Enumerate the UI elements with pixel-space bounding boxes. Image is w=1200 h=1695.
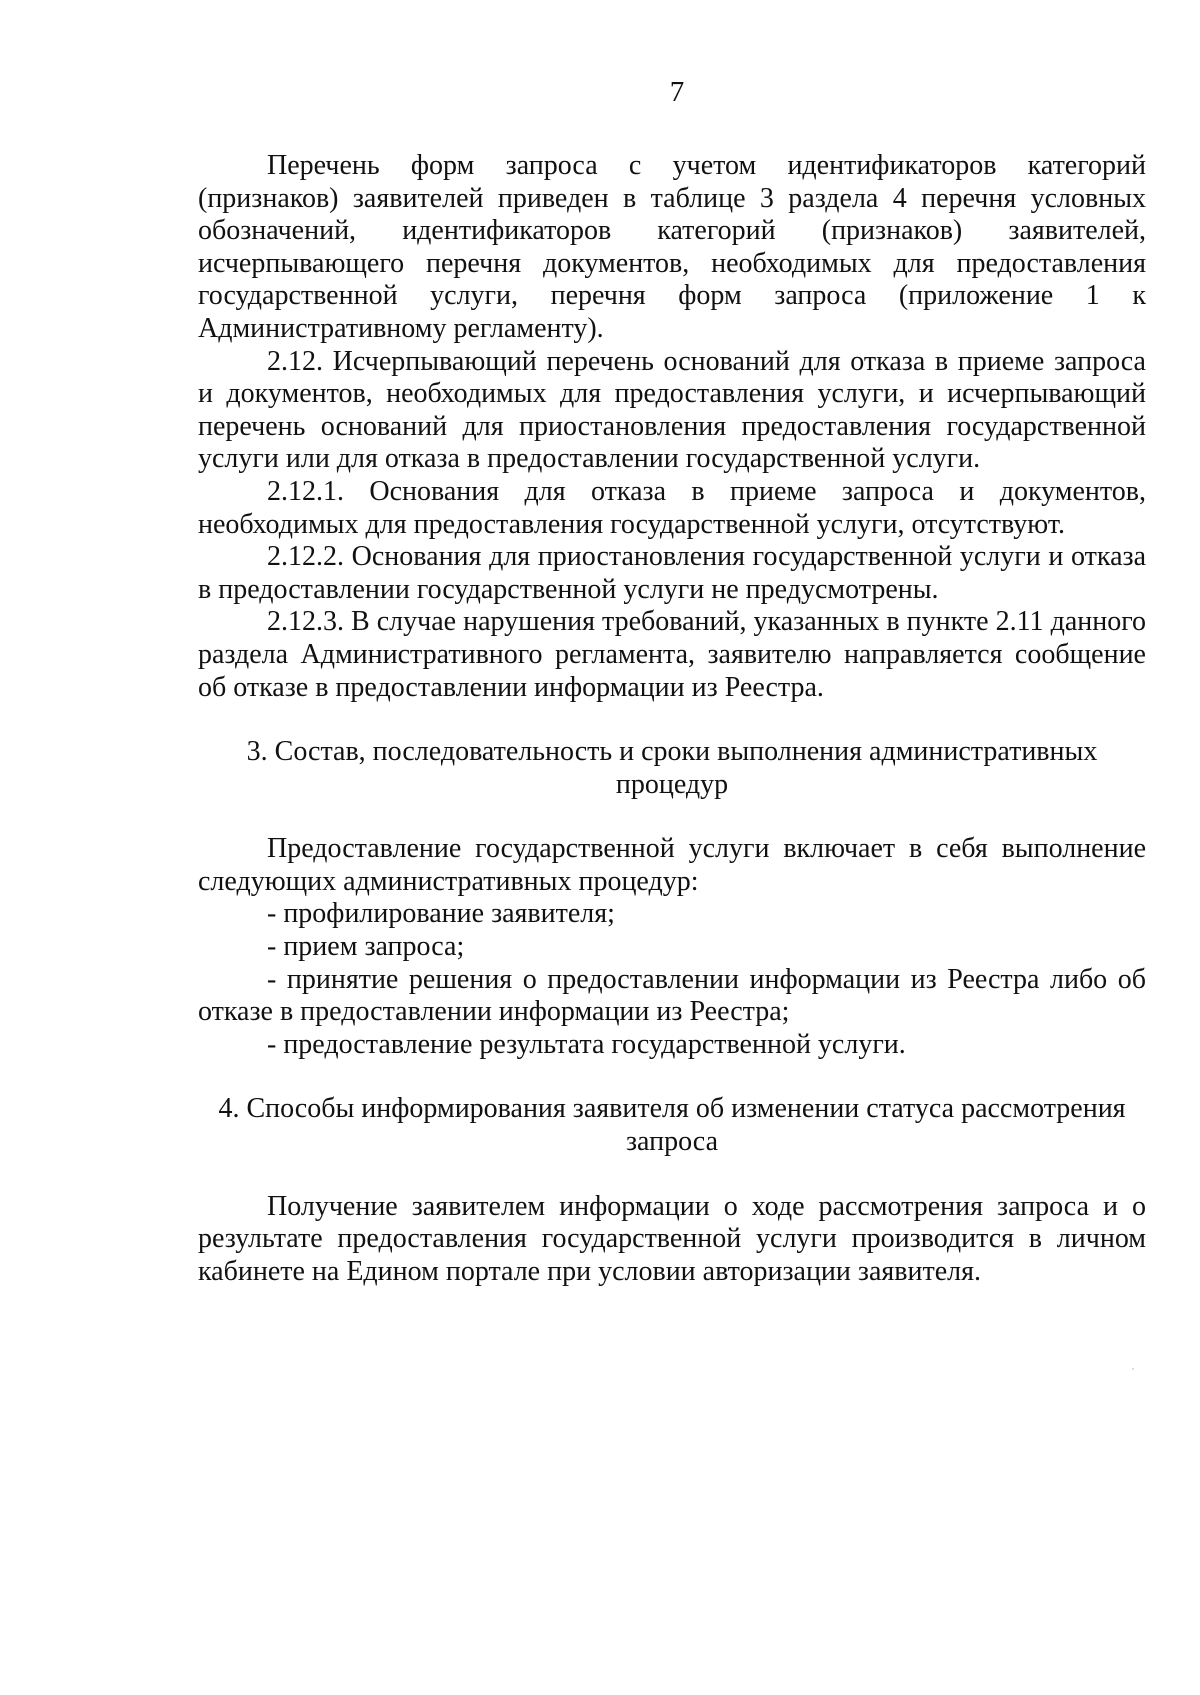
section-4-heading-line-1: 4. Способы информирования заявителя об изменении статуса рассмотрения xyxy=(218,1093,1126,1125)
section-4-heading xyxy=(198,1093,1146,1158)
paragraph-2-12-1: 2.12.1. Основания для отказа в приеме запроса и документов, необходимых для предоставления государственной услуги, отсутствуют. xyxy=(198,475,1146,540)
list-item: - профилирование заявителя; xyxy=(267,898,615,930)
list-item: - предоставление результата государственной услуги. xyxy=(267,1028,906,1060)
section-3-heading-line-1: 3. Состав, последовательность и сроки выполнения административных xyxy=(246,736,1098,768)
section-3-heading xyxy=(198,736,1146,801)
scan-artifact xyxy=(1132,1368,1134,1370)
page-number: 7 xyxy=(669,76,685,108)
list-item: - прием запроса; xyxy=(267,931,465,963)
section-4-heading-line-2: запроса xyxy=(626,1126,718,1158)
document-page xyxy=(198,72,1146,1288)
list-item: - принятие решения о предоставлении информации из Реестра либо об отказе в предоставлении информации из Реестра; xyxy=(198,963,1146,1028)
paragraph-2-12-2: 2.12.2. Основания для приостановления государственной услуги и отказа в предоставлении государственной услуги не предусмотрены. xyxy=(198,541,1146,605)
section-3-intro: Предоставление государственной услуги включает в себя выполнение следующих административных процедур: xyxy=(198,833,1146,897)
paragraph-2-12: 2.12. Исчерпывающий перечень оснований для отказа в приеме запроса и документов, необходимых для предоставления услуги, и исчерпывающий перечень оснований для приостановления предоставления государственной услуги или для отказа в предоставлении государственной услуги. xyxy=(198,345,1146,475)
section-4-text: Получение заявителем информации о ходе рассмотрения запроса и о результате предоставления государственной услуги производится в личном кабинете на Едином портале при условии авторизации заявителя. xyxy=(198,1190,1146,1287)
paragraph-2-12-3: 2.12.3. В случае нарушения требований, указанных в пункте 2.11 данного раздела Административного регламента, заявителю направляется сообщение об отказе в предоставлении информации из Реестра. xyxy=(198,606,1146,703)
paragraph-request-forms: Перечень форм запроса с учетом идентификаторов категорий (признаков) заявителей приведен в таблице 3 раздела 4 перечня условных обозначений, идентификаторов категорий (признаков) заявителей, исчерпывающего перечня документов, необходимых для предоставления государственной услуги, перечня форм запроса (приложение 1 к Административному регламенту). xyxy=(198,150,1146,344)
section-3-heading-line-2: процедур xyxy=(615,768,729,800)
